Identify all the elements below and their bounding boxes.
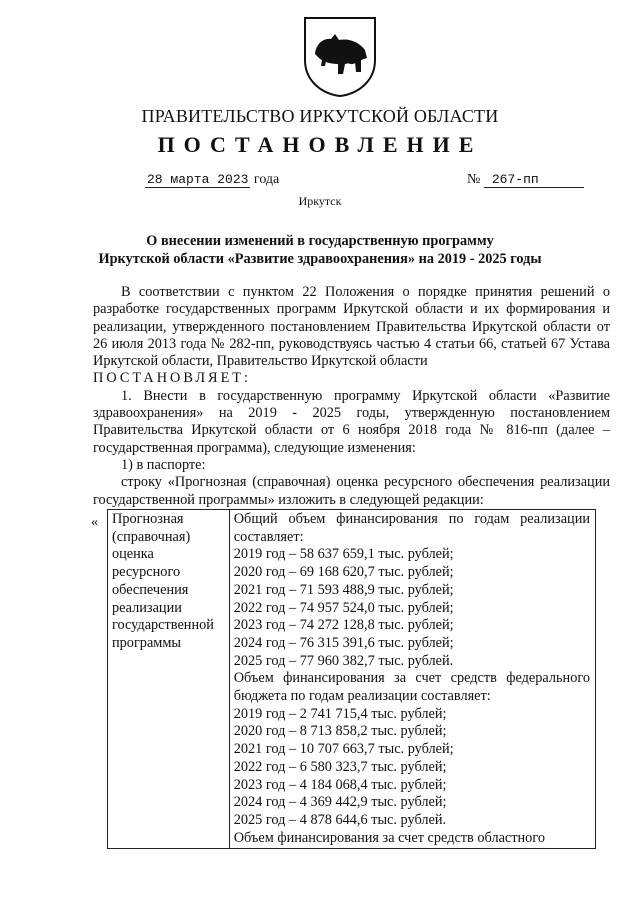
row-value-cell [229, 510, 595, 849]
instruction-paragraph: строку «Прогнозная (справочная) оценка ресурсного обеспечения реализации государственной программы» изложить в следующей редакции: [93, 474, 610, 508]
value-line: 2025 год – 77 960 382,7 тыс. рублей. [233, 652, 454, 669]
value-line: 2019 год – 2 741 715,4 тыс. рублей; [233, 705, 447, 722]
value-line: 2019 год – 58 637 659,1 тыс. рублей; [233, 546, 454, 563]
label-line: Прогнозная [112, 511, 184, 527]
table-row [108, 510, 596, 849]
value-line: Общий объем финансирования по годам реализации составляет: [233, 511, 590, 545]
document-body [93, 284, 610, 509]
document-date [145, 172, 279, 188]
value-line: 2022 год – 6 580 323,7 тыс. рублей; [233, 758, 447, 775]
decree-word: ПОСТАНОВЛЯЕТ: [93, 370, 252, 387]
document-number [467, 172, 584, 188]
subitem-1: 1) в паспорте: [121, 456, 206, 473]
label-line: реализации [112, 599, 182, 616]
value-line: Объем финансирования за счет средств федерального бюджета по годам реализации составляет: [233, 670, 590, 705]
label-line: (справочная) [112, 528, 191, 545]
value-line: 2021 год – 71 593 488,9 тыс. рублей; [233, 581, 454, 598]
label-line: обеспечения [112, 581, 189, 598]
city: Иркутск [298, 194, 342, 208]
value-line: 2022 год – 74 957 524,0 тыс. рублей; [233, 599, 454, 616]
government-name: ПРАВИТЕЛЬСТВО ИРКУТСКОЙ ОБЛАСТИ [141, 106, 499, 126]
value-line: 2020 год – 8 713 858,2 тыс. рублей; [233, 723, 447, 740]
title-line-1: О внесении изменений в государственную программу [146, 233, 494, 249]
value-line: 2021 год – 10 707 663,7 тыс. рублей; [233, 741, 454, 758]
label-line: оценка [112, 546, 154, 563]
label-line: программы [112, 634, 182, 651]
document-title [60, 232, 580, 268]
item-1-paragraph: 1. Внести в государственную программу Иркутской области «Развитие здравоохранения» на 2019 - 2025 годы, утвержденную постановлением Правительства Иркутской области от 6 ноября 2018 года № 816-пп (далее – государственная программа), следующие изменения: [93, 387, 610, 456]
number-value: 267-пп [484, 172, 584, 188]
value-line: 2020 год – 69 168 620,7 тыс. рублей; [233, 564, 454, 581]
row-label-cell [108, 510, 230, 849]
date-value: 28 марта 2023 [147, 172, 249, 187]
value-line: 2024 год – 76 315 391,6 тыс. рублей; [233, 634, 454, 651]
document-type: ПОСТАНОВЛЕНИЕ [157, 132, 483, 157]
value-line: 2025 год – 4 878 644,6 тыс. рублей. [233, 811, 447, 828]
preamble-paragraph: В соответствии с пунктом 22 Положения о порядке принятия решений о разработке государственных программ Иркутской области и их формирования и реализации, утвержденного постановлением Правительства Иркутской области от 26 июля 2013 года № 282-пп, руководствуясь частью 4 статьи 66, статьей 67 Устава Иркутской области, Правительство Иркутской области [93, 284, 610, 370]
title-line-2: Иркутской области «Развитие здравоохранения» на 2019 - 2025 годы [98, 251, 542, 267]
value-line: 2024 год – 4 369 442,9 тыс. рублей; [233, 794, 447, 811]
value-line: 2023 год – 74 272 128,8 тыс. рублей; [233, 617, 454, 634]
value-line: Объем финансирования за счет средств областного [233, 829, 545, 846]
coat-of-arms-icon [301, 14, 379, 98]
passport-table [107, 509, 596, 849]
value-line: 2023 год – 4 184 068,4 тыс. рублей; [233, 776, 447, 793]
label-line: государственной [112, 617, 214, 634]
label-line: ресурсного [112, 564, 181, 581]
open-quote: « [91, 514, 99, 530]
date-suffix: года [253, 172, 280, 187]
number-sign: № [467, 172, 481, 187]
